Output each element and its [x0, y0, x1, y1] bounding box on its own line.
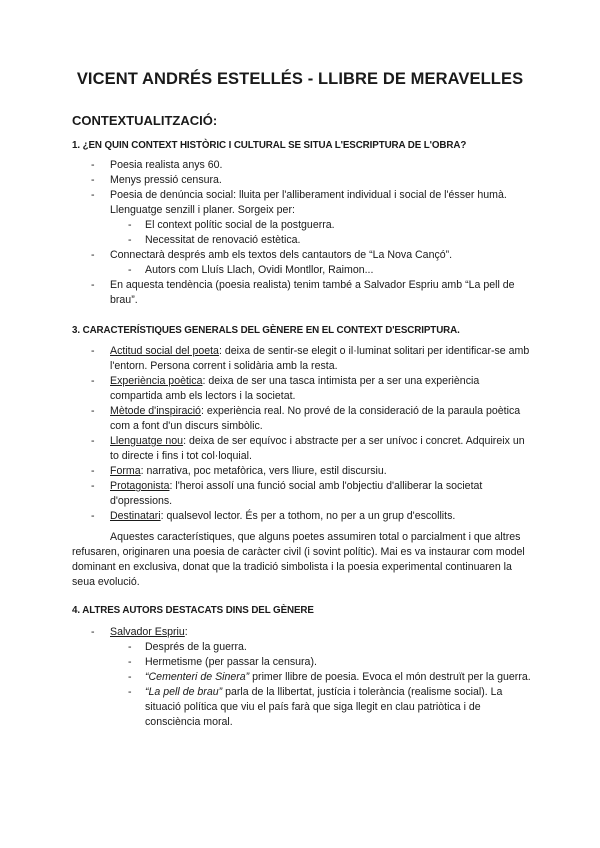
sub-list-item: - Autors com Lluís Llach, Ovidi Montllor, Raimon... [110, 263, 532, 278]
sub-list-item: - “La pell de brau” parla de la llibertat, justícia i tolerància (realisme social). La situació política que viu el país farà que siga llegit en clau patriòtica i de consciència moral. [110, 685, 532, 730]
question-3-paragraph: Aquestes característiques, que alguns poetes assumiren total o parcialment i que altres refusaren, originaren una poesia de caràcter civil (i sovint polític). Mai es va instaurar com model dominant en exclusiva, donat que la tradició simbolista i la poesia experimental continuaren la seua evolució. [72, 531, 525, 588]
book-title: “La pell de brau” [145, 686, 223, 698]
list-item: - En aquesta tendència (poesia realista) tenim també a Salvador Espriu amb “La pell de brau”. [72, 278, 532, 308]
list-item: - Salvador Espriu: - Després de la guerra. - Hermetisme (per passar la censura). - “Cementeri de Sinera” primer llibre de poesia. Evoca el món destruït per la guerra. - “La pell de brau” parla de la llibertat, justícia i tolerància (realisme social). La situació política que viu el país farà que siga llegit en clau patriòtica i de consciència moral. [72, 625, 532, 730]
sub-list-item: - Hermetisme (per passar la censura). [110, 655, 532, 670]
list-item: - Forma: narrativa, poc metafòrica, vers lliure, estil discursiu. [72, 464, 532, 479]
sub-list-item: - Necessitat de renovació estètica. [110, 233, 532, 248]
sub-list-item: - Després de la guerra. [110, 640, 532, 655]
list-item: - Mètode d'inspiració: experiència real. No prové de la consideració de la paraula poètica com a font d'un discurs simbòlic. [72, 404, 532, 434]
term: Protagonista [110, 480, 170, 492]
list-item: - Protagonista: l'heroi assolí una funció social amb l'objectiu d'alliberar la societat d'opressions. [72, 479, 532, 509]
sub-list-item: - El context polític social de la postguerra. [110, 218, 532, 233]
author-name: Salvador Espriu [110, 626, 185, 638]
question-3-heading: 3. CARACTERÍSTIQUES GENERALS DEL GÈNERE EN EL CONTEXT D'ESCRIPTURA. [72, 325, 460, 336]
list-item: - Destinatari: qualsevol lector. És per a tothom, no per a un grup d'escollits. [72, 509, 532, 524]
term: Experiència poètica [110, 375, 203, 387]
list-item: - Menys pressió censura. [72, 173, 532, 188]
term: Llenguatge nou [110, 435, 184, 447]
context-heading: CONTEXTUALITZACIÓ: [72, 113, 218, 128]
term: Forma [110, 465, 141, 477]
list-item: - Actitud social del poeta: deixa de sentir-se elegit o il·luminat solitari per identificar-se amb l'entorn. Persona corrent i solidària amb la resta. [72, 344, 532, 374]
list-item: - Poesia realista anys 60. [72, 158, 532, 173]
sub-list-item: - “Cementeri de Sinera” primer llibre de poesia. Evoca el món destruït per la guerra. [110, 670, 532, 685]
term: Mètode d'inspiració [110, 405, 201, 417]
question-4-heading: 4. ALTRES AUTORS DESTACATS DINS DEL GÈNERE [72, 605, 314, 616]
list-item: - Connectarà després amb els textos dels cantautors de “La Nova Cançó”. - Autors com Lluís Llach, Ovidi Montllor, Raimon... [72, 248, 532, 278]
book-title: “Cementeri de Sinera” [145, 671, 250, 683]
term: Destinatari [110, 510, 161, 522]
question-1-list [72, 158, 532, 308]
list-item: - Llenguatge nou: deixa de ser equívoc i abstracte per a ser unívoc i concret. Adquireix un to directe i fins i tot col·loquial. [72, 434, 532, 464]
list-item: - Experiència poètica: deixa de ser una tasca intimista per a ser una experiència compartida amb els lectors i la societat. [72, 374, 532, 404]
term: Actitud social del poeta [110, 345, 219, 357]
question-3-list [72, 344, 532, 524]
question-1-heading: 1. ¿EN QUIN CONTEXT HISTÒRIC I CULTURAL SE SITUA L'ESCRIPTURA DE L'OBRA? [72, 140, 467, 151]
question-4-list [72, 625, 532, 730]
document-title: VICENT ANDRÉS ESTELLÉS - LLIBRE DE MERAVELLES [76, 70, 524, 88]
list-item: - Poesia de denúncia social: lluita per l'alliberament individual i social de l'ésser humà. Llenguatge senzill i planer. Sorgeix per: - El context polític social de la postguerra. - Necessitat de renovació estètica. [72, 188, 532, 248]
